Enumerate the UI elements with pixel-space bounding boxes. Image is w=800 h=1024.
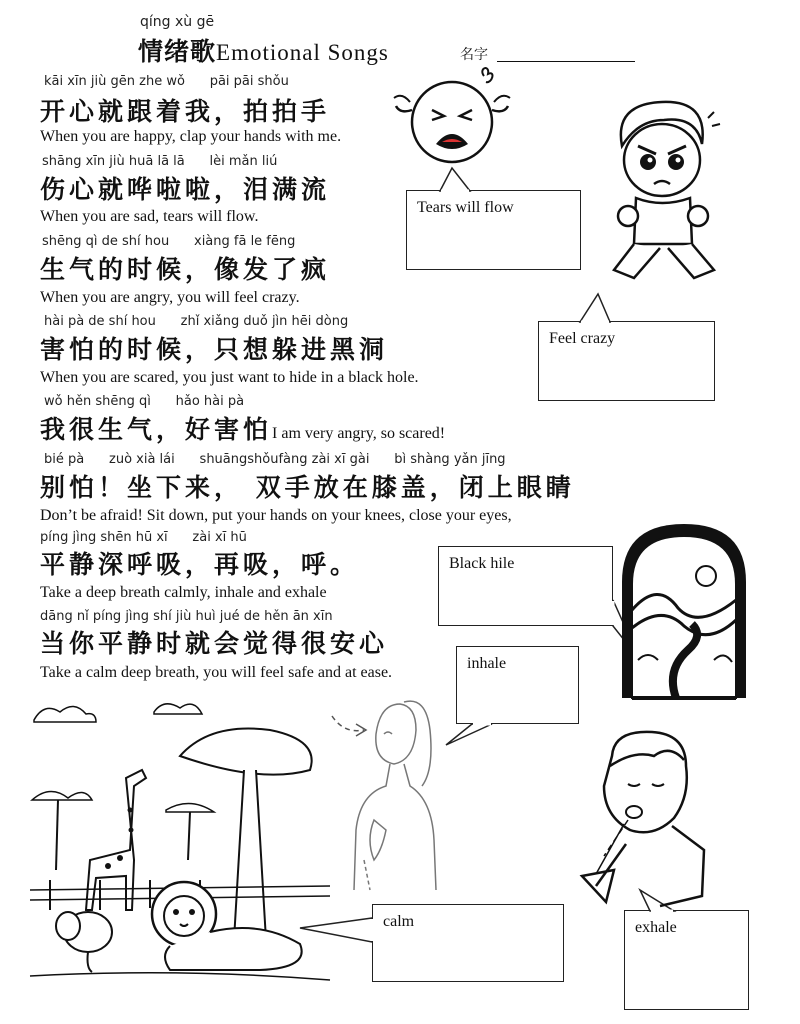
line-3-english: When you are angry, you will feel crazy. xyxy=(40,289,300,306)
line-6-english: Don’t be afraid! Sit down, put your hands on your knees, close your eyes, xyxy=(40,507,512,524)
line-8-hanzi: 当你平静时就会觉得很安心 xyxy=(40,629,389,658)
line-2-pinyin: shāng xīn jiù huā lā lā lèi mǎn liú xyxy=(42,154,278,169)
crying-face-icon xyxy=(392,62,512,172)
line-2-english: When you are sad, tears will flow. xyxy=(40,208,259,225)
line-1-english: When you are happy, clap your hands with me. xyxy=(40,128,342,145)
bubble-exhale-label: exhale xyxy=(635,919,677,936)
giraffe-lion-elephant-scene-icon xyxy=(30,700,330,990)
line-7-hanzi: 平静深呼吸，再吸，呼。 xyxy=(40,550,360,579)
bubble-tears-label: Tears will flow xyxy=(417,199,514,216)
line-5-pinyin: wǒ hěn shēng qì hǎo hài pà xyxy=(44,394,245,409)
line-3-hanzi: 生气的时候，像发了疯 xyxy=(40,255,331,284)
title-hanzi: 情绪歌 xyxy=(138,37,217,66)
line-4-pinyin: hài pà de shí hou zhǐ xiǎng duǒ jìn hēi dòng xyxy=(44,314,349,329)
line-1-hanzi: 开心就跟着我，拍拍手 xyxy=(40,97,331,126)
angry-boy-icon xyxy=(604,98,724,288)
black-hole-doorway-icon xyxy=(618,520,750,702)
line-5-english: I am very angry, so scared! xyxy=(272,425,446,442)
line-7-english: Take a deep breath calmly, inhale and exhale xyxy=(40,584,327,601)
exhaling-boy-icon xyxy=(574,726,724,916)
line-5-hanzi: 我很生气，好害怕 xyxy=(40,415,273,444)
line-4-english: When you are scared, you just want to hide in a black hole. xyxy=(40,369,419,386)
line-6-hanzi: 别怕！坐下来， 双手放在膝盖，闭上眼睛 xyxy=(40,473,575,502)
line-6-pinyin: bié pà zuò xià lái shuāngshǒufàng zài xī gài bì shàng yǎn jīng xyxy=(44,452,506,467)
line-4-hanzi: 害怕的时候，只想躲进黑洞 xyxy=(40,335,389,364)
title-pinyin: qíng xù gē xyxy=(140,14,215,30)
bubble-calm-label: calm xyxy=(383,913,415,930)
title-english: Emotional Songs xyxy=(216,40,389,65)
line-1-pinyin: kāi xīn jiù gēn zhe wǒ pāi pāi shǒu xyxy=(44,74,289,89)
bubble-inhale-label: inhale xyxy=(467,655,507,672)
line-3-pinyin: shēng qì de shí hou xiàng fā le fēng xyxy=(42,234,296,249)
bubble-crazy-label: Feel crazy xyxy=(549,330,616,347)
bubble-black-hole-label: Black hile xyxy=(449,555,515,572)
line-2-hanzi: 伤心就哗啦啦，泪满流 xyxy=(40,175,331,204)
name-label: 名字 xyxy=(460,47,488,63)
line-7-pinyin: píng jìng shēn hū xī zài xī hū xyxy=(40,530,247,545)
breathing-woman-icon xyxy=(330,690,460,900)
line-8-english: Take a calm deep breath, you will feel safe and at ease. xyxy=(40,664,393,681)
line-8-pinyin: dāng nǐ píng jìng shí jiù huì jué de hěn ān xīn xyxy=(40,609,333,624)
